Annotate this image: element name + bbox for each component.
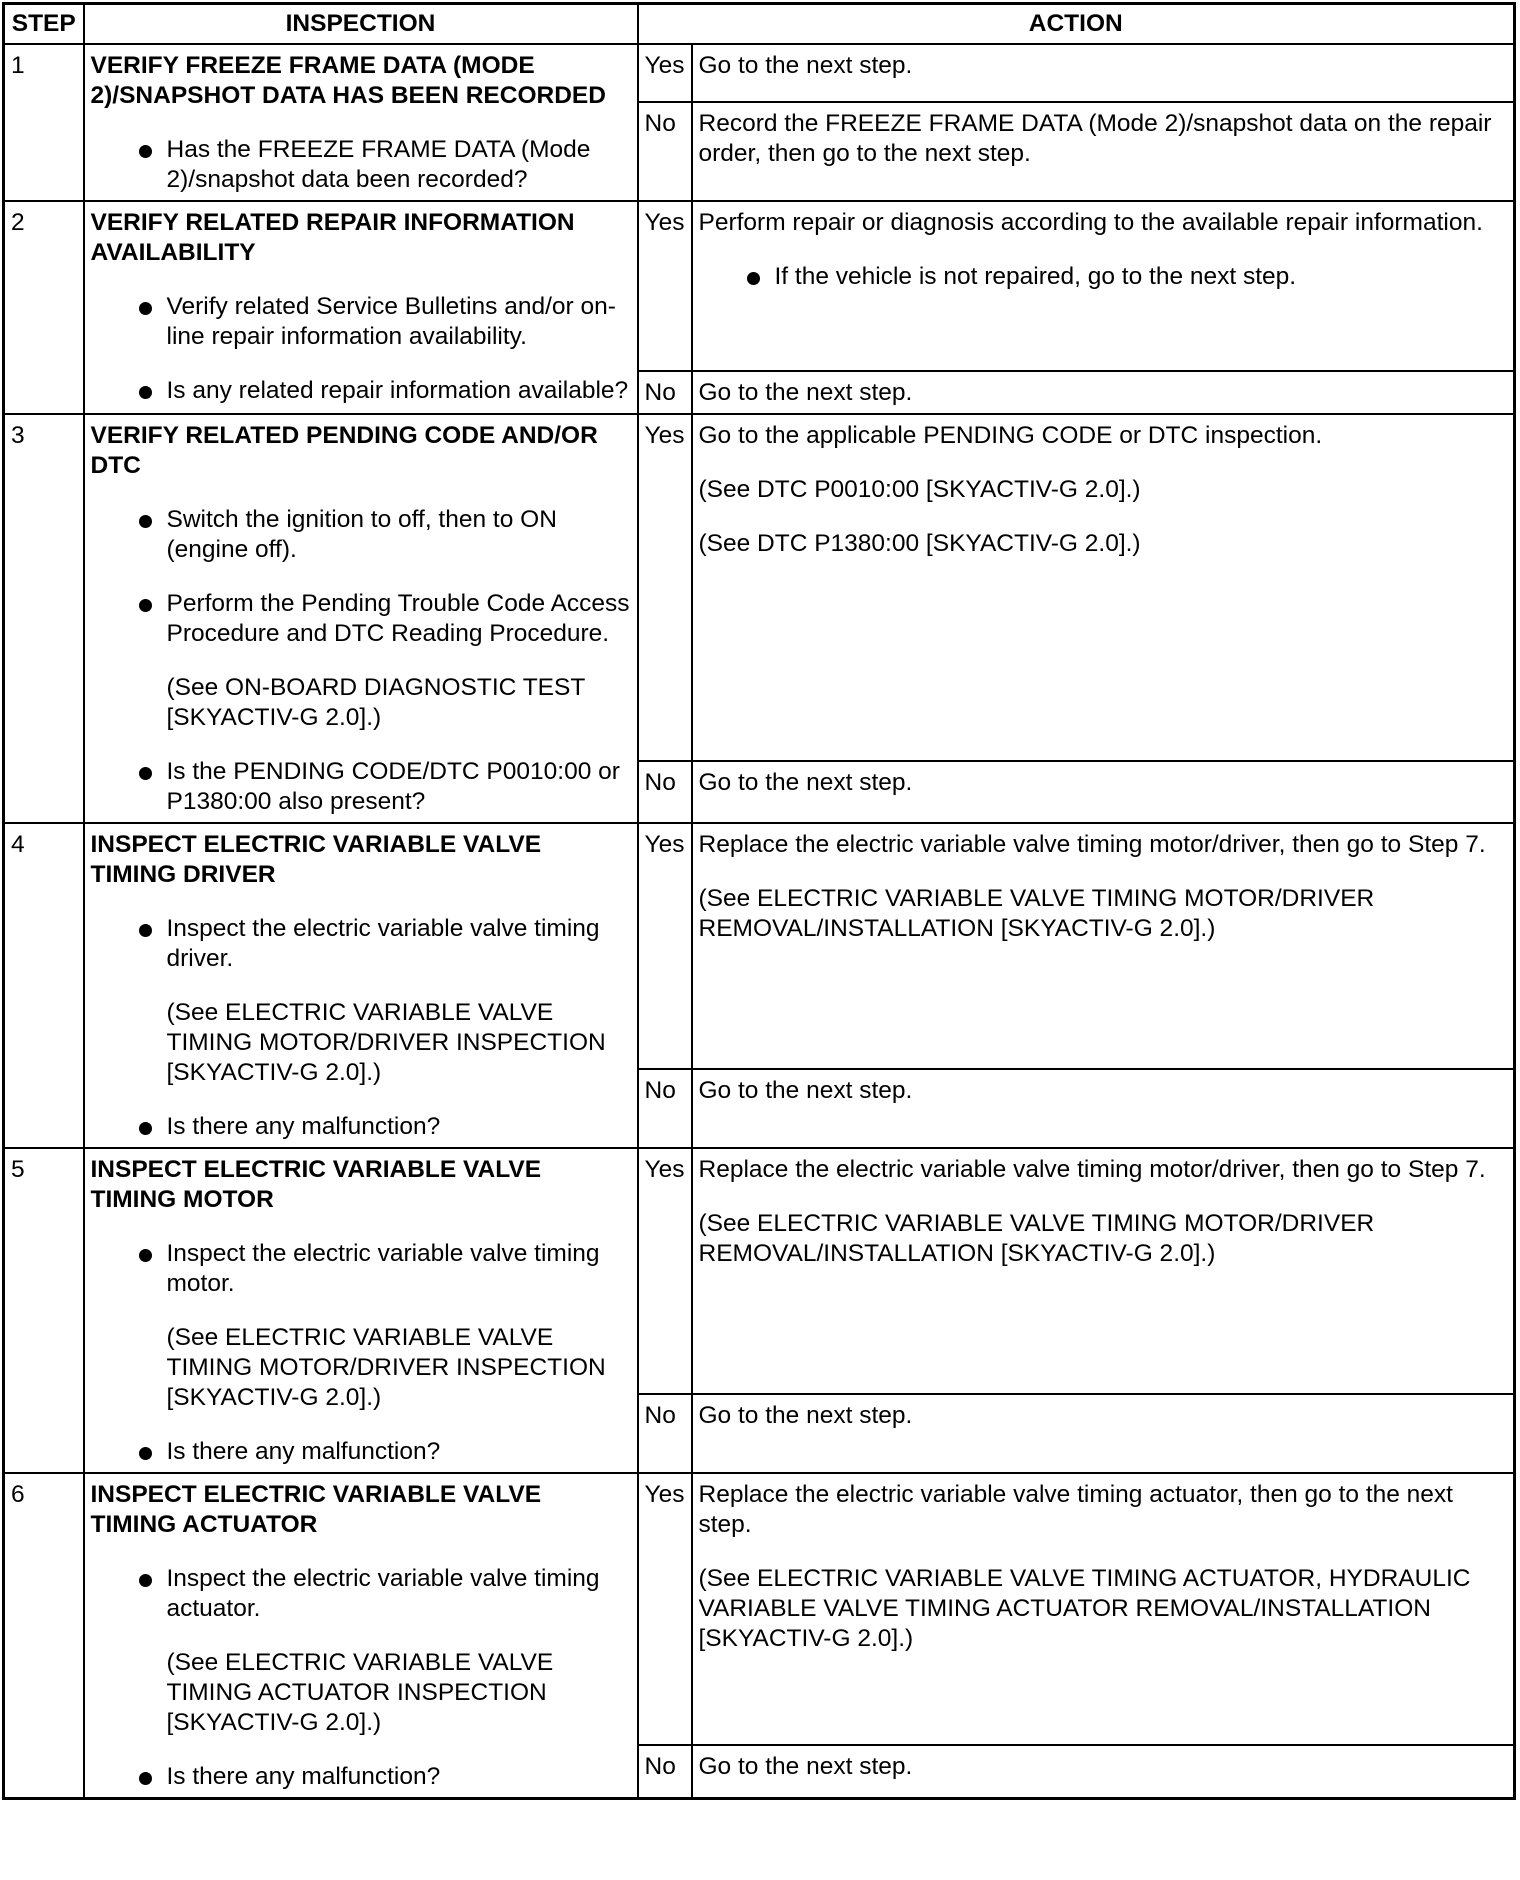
- inspection-reference: (See ELECTRIC VARIABLE VALVE TIMING MOTOR/DRIVER INSPECTION [SKYACTIV-G 2.0].): [166, 1324, 606, 1411]
- action-text: Perform repair or diagnosis according to the available repair information.: [698, 209, 1483, 236]
- inspection-bullet: Perform the Pending Trouble Code Access Procedure and DTC Reading Procedure.: [91, 589, 631, 649]
- inspection-title: VERIFY RELATED REPAIR INFORMATION AVAILABILITY: [90, 209, 575, 266]
- action-text: Record the FREEZE FRAME DATA (Mode 2)/snapshot data on the repair order, then go to the next step.: [698, 110, 1492, 167]
- inspection-title: VERIFY RELATED PENDING CODE AND/OR DTC: [90, 422, 598, 479]
- yes-action: [692, 823, 1515, 1069]
- no-action: [692, 371, 1515, 414]
- inspection-cell: [84, 1473, 638, 1799]
- step-number: 2: [4, 201, 84, 414]
- inspection-bullet: Inspect the electric variable valve timing driver.: [91, 914, 631, 974]
- action-text: Go to the next step.: [698, 379, 913, 406]
- action-text: Replace the electric variable valve timing motor/driver, then go to Step 7.: [698, 1156, 1486, 1183]
- yes-label: Yes: [638, 44, 692, 102]
- inspection-title: INSPECT ELECTRIC VARIABLE VALVE TIMING ACTUATOR: [90, 1481, 542, 1538]
- inspection-bullet: Inspect the electric variable valve timing actuator.: [91, 1564, 631, 1624]
- inspection-reference: (See ELECTRIC VARIABLE VALVE TIMING ACTUATOR INSPECTION [SKYACTIV-G 2.0].): [166, 1649, 554, 1736]
- inspection-bullet: Is the PENDING CODE/DTC P0010:00 or P1380:00 also present?: [91, 757, 631, 817]
- inspection-bullet: Is there any malfunction?: [91, 1437, 631, 1467]
- inspection-reference: (See ELECTRIC VARIABLE VALVE TIMING MOTOR/DRIVER INSPECTION [SKYACTIV-G 2.0].): [166, 999, 606, 1086]
- table-row: [4, 1473, 1515, 1745]
- yes-action: [692, 201, 1515, 371]
- yes-label: Yes: [638, 1473, 692, 1745]
- inspection-title: VERIFY FREEZE FRAME DATA (MODE 2)/SNAPSHOT DATA HAS BEEN RECORDED: [90, 52, 606, 109]
- table-row: [4, 44, 1515, 102]
- yes-label: Yes: [638, 823, 692, 1069]
- inspection-bullet: Is any related repair information available?: [91, 376, 631, 406]
- no-action: [692, 102, 1515, 201]
- inspection-bullet: Has the FREEZE FRAME DATA (Mode 2)/snapshot data been recorded?: [91, 135, 631, 195]
- inspection-bullet: Inspect the electric variable valve timing motor.: [91, 1239, 631, 1299]
- header-step: STEP: [4, 4, 84, 45]
- inspection-bullet: Verify related Service Bulletins and/or on-line repair information availability.: [91, 292, 631, 352]
- yes-action: [692, 1148, 1515, 1394]
- inspection-title: INSPECT ELECTRIC VARIABLE VALVE TIMING DRIVER: [90, 831, 542, 888]
- header-action: ACTION: [638, 4, 1515, 45]
- action-text: Go to the next step.: [698, 769, 913, 796]
- diagnostic-procedure-page: [2, 2, 1516, 1878]
- no-action: [692, 1745, 1515, 1799]
- action-text: Go to the next step.: [698, 1402, 913, 1429]
- table-row: [4, 414, 1515, 761]
- no-label: No: [638, 1394, 692, 1473]
- inspection-cell: [84, 1148, 638, 1473]
- action-text: Replace the electric variable valve timing actuator, then go to the next step.: [698, 1481, 1453, 1538]
- diagnostic-table: [2, 2, 1516, 1800]
- no-action: [692, 1394, 1515, 1473]
- action-reference: (See DTC P1380:00 [SKYACTIV-G 2.0].): [698, 530, 1141, 557]
- table-header-row: [4, 4, 1515, 45]
- action-text: Go to the applicable PENDING CODE or DTC inspection.: [698, 422, 1323, 449]
- action-bullet: If the vehicle is not repaired, go to the next step.: [699, 262, 1508, 292]
- no-label: No: [638, 1745, 692, 1799]
- table-row: [4, 823, 1515, 1069]
- yes-label: Yes: [638, 201, 692, 371]
- no-label: No: [638, 102, 692, 201]
- yes-action: [692, 1473, 1515, 1745]
- step-number: 5: [4, 1148, 84, 1473]
- no-label: No: [638, 1069, 692, 1148]
- inspection-bullet: Switch the ignition to off, then to ON (engine off).: [91, 505, 631, 565]
- header-inspection: INSPECTION: [84, 4, 638, 45]
- no-action: [692, 1069, 1515, 1148]
- inspection-cell: [84, 201, 638, 414]
- table-row: [4, 1148, 1515, 1394]
- action-text: Go to the next step.: [698, 1753, 913, 1780]
- inspection-cell: [84, 44, 638, 201]
- step-number: 4: [4, 823, 84, 1148]
- inspection-bullet: Is there any malfunction?: [91, 1112, 631, 1142]
- action-text: Go to the next step.: [698, 1077, 913, 1104]
- action-reference: (See ELECTRIC VARIABLE VALVE TIMING MOTOR/DRIVER REMOVAL/INSTALLATION [SKYACTIV-G 2.0].): [698, 885, 1375, 942]
- action-text: Replace the electric variable valve timing motor/driver, then go to Step 7.: [698, 831, 1486, 858]
- step-number: 1: [4, 44, 84, 201]
- table-row: [4, 201, 1515, 371]
- yes-label: Yes: [638, 414, 692, 761]
- step-number: 3: [4, 414, 84, 823]
- action-text: Go to the next step.: [698, 52, 913, 79]
- yes-label: Yes: [638, 1148, 692, 1394]
- inspection-title: INSPECT ELECTRIC VARIABLE VALVE TIMING MOTOR: [90, 1156, 542, 1213]
- inspection-bullet: Is there any malfunction?: [91, 1762, 631, 1792]
- inspection-cell: [84, 823, 638, 1148]
- no-label: No: [638, 761, 692, 823]
- no-label: No: [638, 371, 692, 414]
- step-number: 6: [4, 1473, 84, 1799]
- action-reference: (See ELECTRIC VARIABLE VALVE TIMING MOTOR/DRIVER REMOVAL/INSTALLATION [SKYACTIV-G 2.0].): [698, 1210, 1375, 1267]
- inspection-cell: [84, 414, 638, 823]
- no-action: [692, 761, 1515, 823]
- inspection-reference: (See ON-BOARD DIAGNOSTIC TEST [SKYACTIV-G 2.0].): [166, 674, 585, 731]
- yes-action: [692, 44, 1515, 102]
- yes-action: [692, 414, 1515, 761]
- action-reference: (See DTC P0010:00 [SKYACTIV-G 2.0].): [698, 476, 1141, 503]
- action-reference: (See ELECTRIC VARIABLE VALVE TIMING ACTUATOR, HYDRAULIC VARIABLE VALVE TIMING ACTUATOR REMOVAL/INSTALLATION [SKYACTIV-G 2.0].): [698, 1565, 1471, 1652]
